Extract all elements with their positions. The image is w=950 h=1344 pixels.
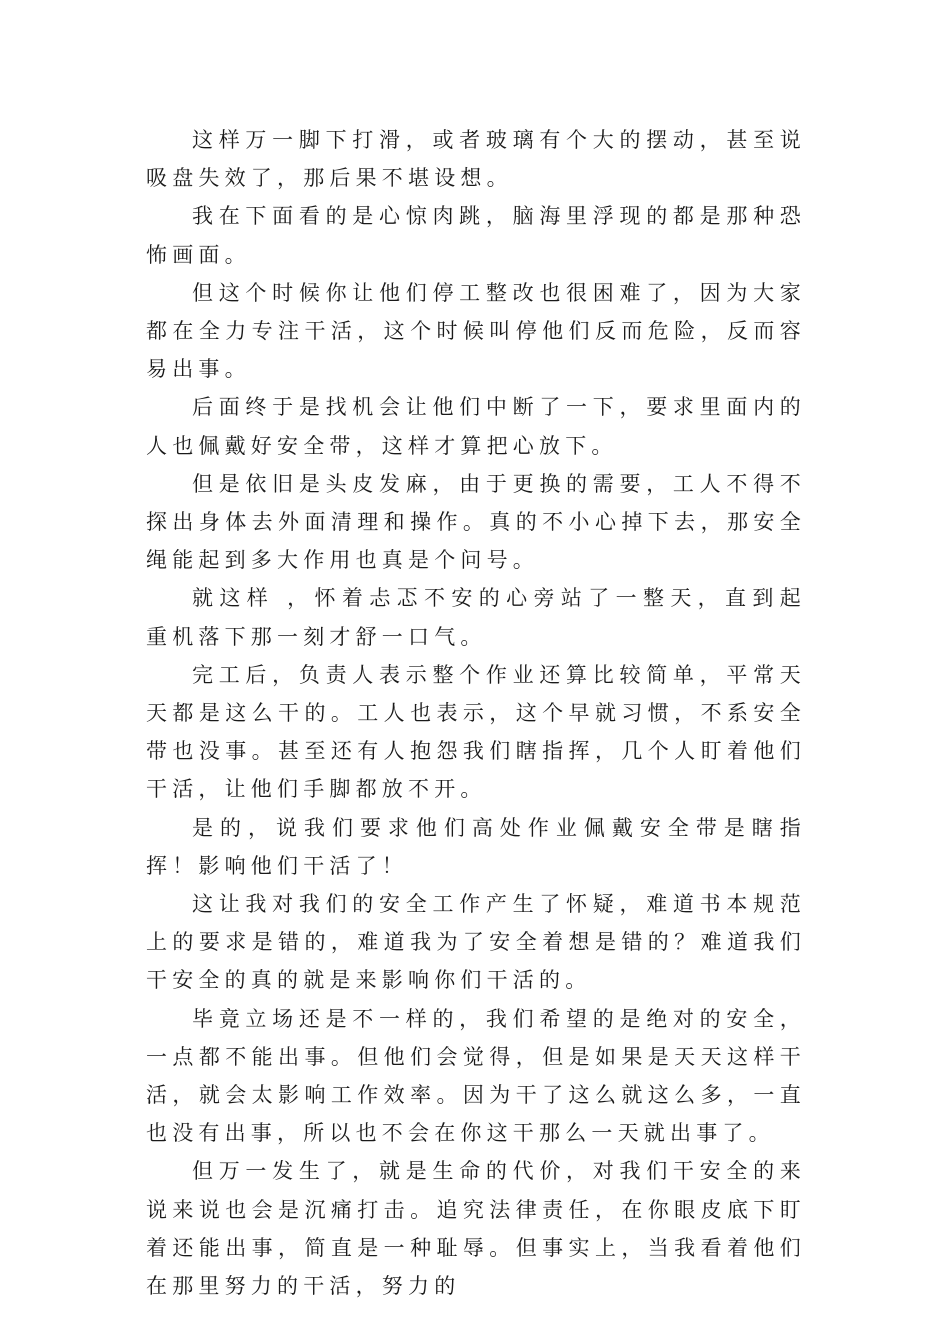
paragraph: 后面终于是找机会让他们中断了一下，要求里面内的人也佩戴好安全带，这样才算把心放下。 xyxy=(146,395,806,458)
paragraph: 毕竟立场还是不一样的，我们希望的是绝对的安全，一点都不能出事。但他们会觉得，但是如果是天天这样干活，就会太影响工作效率。因为干了这么就这么多，一直也没有出事，所以也不会在你这干那么一天就出事了。 xyxy=(146,1006,806,1146)
paragraph: 但万一发生了，就是生命的代价，对我们干安全的来说来说也会是沉痛打击。追究法律责任，在你眼皮底下盯着还能出事，简直是一种耻辱。但事实上，当我看着他们在那里努力的干活，努力的 xyxy=(146,1159,806,1299)
paragraph: 完工后，负责人表示整个作业还算比较简单，平常天天都是这么干的。工人也表示，这个早就习惯，不系安全带也没事。甚至还有人抱怨我们瞎指挥，几个人盯着他们干活，让他们手脚都放不开。 xyxy=(146,662,806,802)
paragraph: 但这个时候你让他们停工整改也很困难了，因为大家都在全力专注干活，这个时候叫停他们反而危险，反而容易出事。 xyxy=(146,280,806,382)
paragraph: 这让我对我们的安全工作产生了怀疑，难道书本规范上的要求是错的，难道我为了安全着想是错的？难道我们干安全的真的就是来影响你们干活的。 xyxy=(146,892,806,993)
paragraph: 是的，说我们要求他们高处作业佩戴安全带是瞎指挥！影响他们干活了！ xyxy=(146,815,806,878)
paragraph: 这样万一脚下打滑，或者玻璃有个大的摆动，甚至说吸盘失效了，那后果不堪设想。 xyxy=(146,128,806,191)
document-body xyxy=(146,121,806,1305)
paragraph: 我在下面看的是心惊肉跳，脑海里浮现的都是那种恐怖画面。 xyxy=(146,204,806,267)
paragraph: 就这样 ，怀着忐忑不安的心旁站了一整天，直到起重机落下那一刻才舒一口气。 xyxy=(146,586,806,649)
paragraph: 但是依旧是头皮发麻，由于更换的需要，工人不得不探出身体去外面清理和操作。真的不小心掉下去，那安全绳能起到多大作用也真是个问号。 xyxy=(146,471,806,573)
